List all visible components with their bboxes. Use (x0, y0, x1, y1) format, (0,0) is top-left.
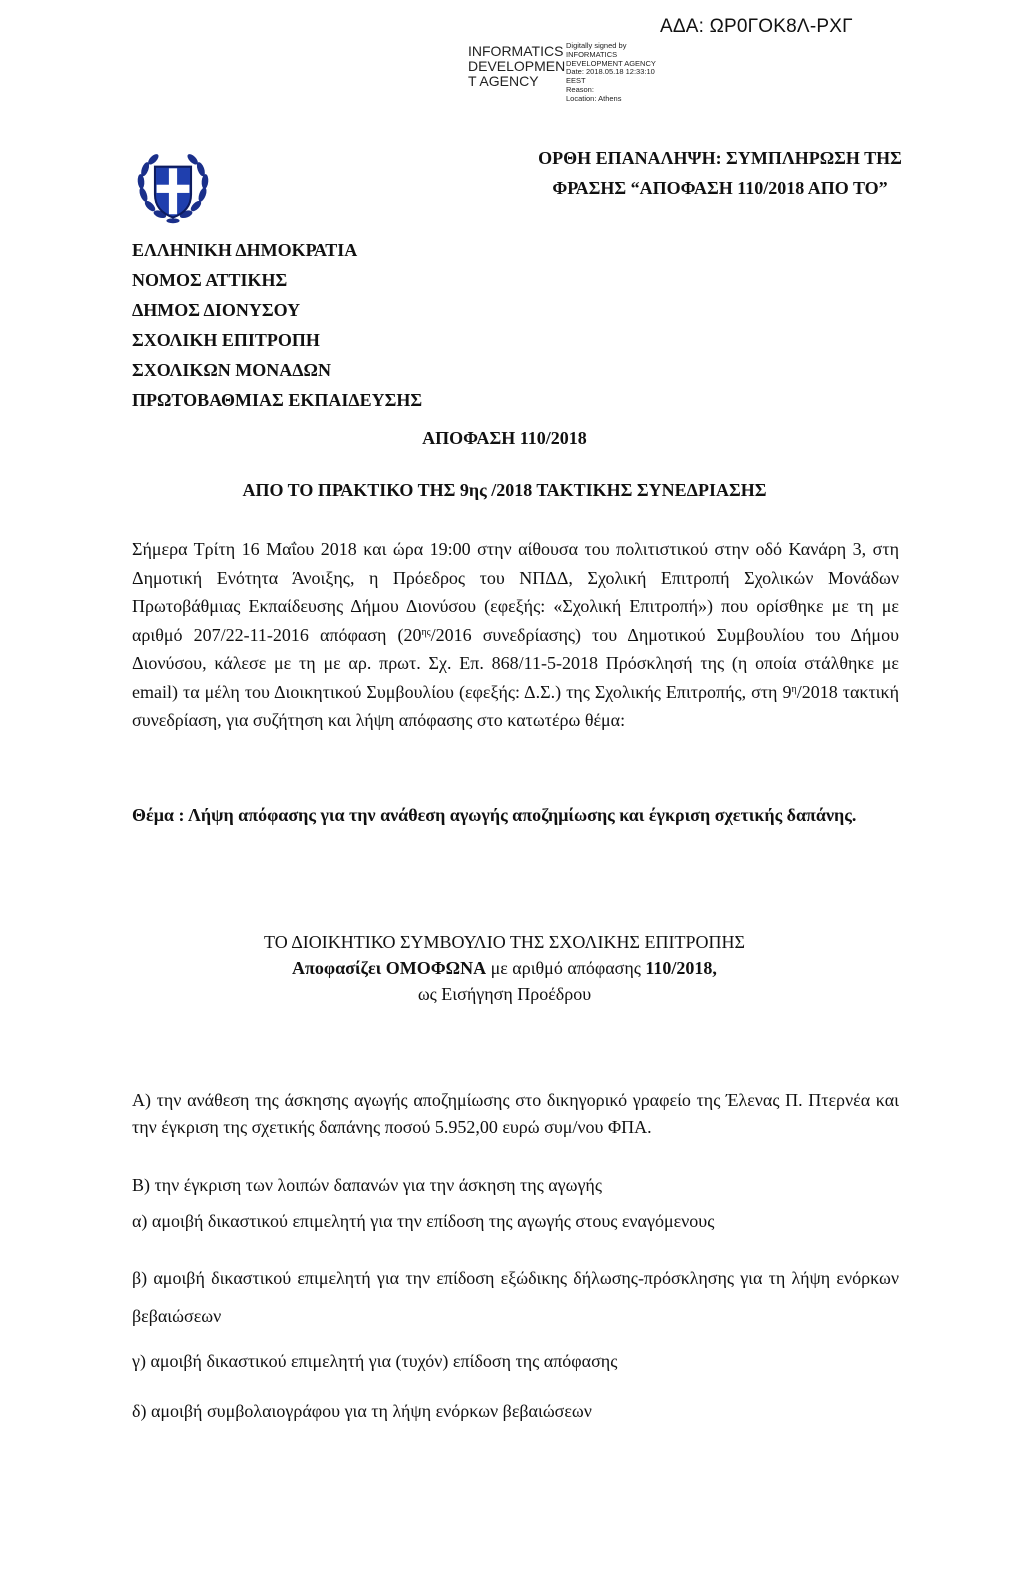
intro-superscript: ης (421, 626, 431, 638)
board-decision (0, 929, 1009, 1007)
correction-line: ΟΡΘΗ ΕΠΑΝΑΛΗΨΗ: ΣΥΜΠΛΗΡΩΣΗ ΤΗΣ (538, 148, 902, 168)
intro-text: Σήμερα Τρίτη 16 Μαΐου 2018 και ώρα 19:00 στην αίθουσα του πολιτιστικού στην οδό Κανάρη 3, στη Δημοτική Ενότητα Άνοιξης, η Πρόεδρος του ΝΠΔΔ, Σχολική Επιτροπή Σχολικών Μονάδων Πρωτοβάθμιας Εκπαίδευσης Δήμου Διονύσου (εφεξής: «Σχολική Επιτροπή») που ορίσθηκε με τη με αριθμό 207/22-11-2016 απόφαση (20 (132, 539, 899, 645)
signature-line: DEVELOPMENT AGENCY (566, 58, 656, 68)
subject-line: Θέμα : Λήψη απόφασης για την ανάθεση αγωγής αποζημίωσης και έγκριση σχετικής δαπάνης. (132, 805, 857, 825)
item-b-d: δ) αμοιβή συμβολαιογράφου για τη λήψη ενόρκων βεβαιώσεων (132, 1401, 592, 1421)
signature-line: Location: Athens (566, 93, 622, 103)
issuer-line: ΕΛΛΗΝΙΚΗ ΔΗΜΟΚΡΑΤΙΑ (132, 240, 358, 260)
signature-line: Reason: (566, 84, 594, 94)
intro-paragraph (132, 535, 899, 735)
decision-number: 110/2018, (645, 958, 717, 978)
issuer-line: ΣΧΟΛΙΚΗ ΕΠΙΤΡΟΠΗ (132, 330, 320, 350)
issuer-block (132, 235, 422, 415)
signature-details (566, 42, 676, 104)
item-b-b: β) αμοιβή δικαστικού επιμελητή για την επίδοση εξώδικης δήλωσης-πρόσκλησης για τη λήψη ενόρκων βεβαιώσεων (132, 1268, 899, 1326)
board-recommendation: ως Εισήγηση Προέδρου (417, 984, 592, 1004)
board-decision-line (0, 955, 1009, 981)
correction-notice (500, 143, 940, 203)
intro-text: /2018 τακτική συνεδρίαση, για συζήτηση και λήψη απόφασης στο κατωτέρω θέμα: (132, 681, 900, 730)
issuer-line: ΣΧΟΛΙΚΩΝ ΜΟΝΑΔΩΝ (132, 360, 331, 380)
greek-coat-of-arms-icon (132, 147, 214, 229)
signature-line: INFORMATICS (566, 49, 618, 59)
signature-line: EEST (566, 76, 586, 86)
intro-superscript: η (791, 683, 797, 695)
decides-label: Αποφασίζει (292, 958, 382, 978)
signature-organization: INFORMATICS DEVELOPMEN T AGENCY (468, 43, 566, 89)
board-heading: ΤΟ ΔΙΟΙΚΗΤΙΚΟ ΣΥΜΒΟΥΛΙΟ ΤΗΣ ΣΧΟΛΙΚΗΣ ΕΠΙΤΡΟΠΗΣ (264, 932, 745, 952)
minutes-title: ΑΠΟ ΤΟ ΠΡΑΚΤΙΚΟ ΤΗΣ 9ης /2018 ΤΑΚΤΙΚΗΣ ΣΥΝΕΔΡΙΑΣΗΣ (242, 480, 767, 500)
issuer-line: ΝΟΜΟΣ ΑΤΤΙΚΗΣ (132, 270, 288, 290)
intro-text: /2016 συνεδρίασης) του Δημοτικού Συμβουλίου του Δήμου Διονύσου, κάλεσε με τη με αρ. πρωτ. Σχ. Επ. 868/11-5-2018 Πρόσκλησή της (η οποία στάλθηκε με email) τα μέλη του Διοικητικού Συμβουλίου (εφεξής: Δ.Σ.) της Σχολικής Επιτροπής, στη 9 (132, 624, 899, 702)
item-a: Α) την ανάθεση της άσκησης αγωγής αποζημίωσης στο δικηγορικό γραφείο της Έλενας Π. Πτερνέα και την έγκριση της σχετικής δαπάνης ποσού 5.952,00 ευρώ συμ/νου ΦΠΑ. (132, 1090, 899, 1137)
ada-code: ΑΔΑ: ΩΡ0ΓΟΚ8Λ-ΡΧΓ (660, 16, 853, 37)
issuer-line: ΠΡΩΤΟΒΑΘΜΙΑΣ ΕΚΠΑΙΔΕΥΣΗΣ (132, 390, 423, 410)
decision-number-label: με αριθμό απόφασης (486, 958, 646, 978)
signature-line: Date: 2018.05.18 12:33:10 (566, 67, 655, 77)
decision-title: ΑΠΟΦΑΣΗ 110/2018 (422, 428, 587, 448)
item-b-a: α) αμοιβή δικαστικού επιμελητή για την επίδοση της αγωγής στους εναγόμενους (132, 1211, 715, 1231)
unanimous-label: ΟΜΟΦΩΝΑ (385, 958, 487, 978)
item-b-c: γ) αμοιβή δικαστικού επιμελητή για (τυχόν) επίδοση της απόφασης (132, 1351, 618, 1371)
correction-line: ΦΡΑΣΗΣ “ΑΠΟΦΑΣΗ 110/2018 ΑΠΟ ΤΟ” (552, 178, 888, 198)
issuer-line: ΔΗΜΟΣ ΔΙΟΝΥΣΟΥ (132, 300, 301, 320)
item-b: Β) την έγκριση των λοιπών δαπανών για την άσκηση της αγωγής (132, 1175, 602, 1195)
signature-line: Digitally signed by (566, 41, 627, 50)
